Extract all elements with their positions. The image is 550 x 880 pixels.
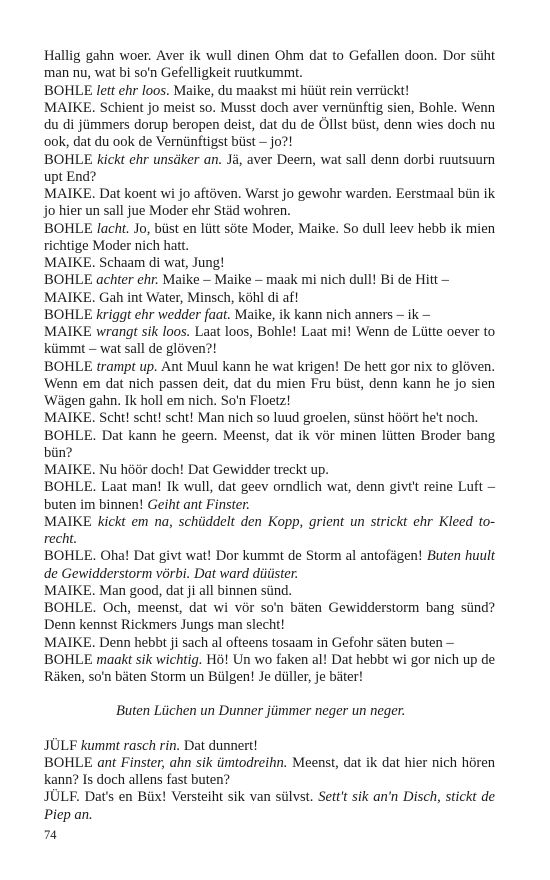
dialogue-text: MAIKE. Gah int Water, Minsch, köhl di af! <box>44 289 299 306</box>
dialogue-paragraph <box>44 290 495 307</box>
stage-direction: Buten Lüchen un Dunner jümmer neger un neger. <box>116 703 406 720</box>
stage-direction-inline: kriggt ehr wedder faat. <box>96 306 231 323</box>
dialogue-text: JÜLF. Dat's en Büx! Versteiht sik van sülvst. <box>44 789 319 806</box>
dialogue-text: Dat dunnert! <box>180 737 259 754</box>
dialogue-paragraph <box>44 428 495 463</box>
stage-direction-inline: kummt rasch rin. <box>80 737 181 754</box>
stage-direction-inline: maakt sik wichtig. <box>96 651 203 668</box>
dialogue-paragraph <box>44 652 495 687</box>
dialogue-text: Hö! Un wo faken al! Dat hebbt wi gor nich up de Räken, so'n bäten Storm un Bülgen! Je düller, je bäter! <box>44 651 495 685</box>
dialogue-text: . Maike, du maakst mi hüüt rein verrückt! <box>166 82 410 99</box>
dialogue-paragraph <box>44 221 495 256</box>
dialogue-text: MAIKE. Nu höör doch! Dat Gewidder treckt up. <box>44 462 329 478</box>
dialogue-paragraph <box>44 548 495 583</box>
dialogue-text: Ant Muul kann he wat krigen! De hett gor nix to glöven. Wenn em dat nich passen deit, dat du mien Fru büst, denn kann he jo sien Wägen gahn. Ik holl em nich. So'n Floetz! <box>44 358 495 409</box>
dialogue-text: Meenst, dat ik dat hier nich hören kann? Is doch allens fast buten? <box>44 754 495 788</box>
dialogue-block-before <box>44 48 495 686</box>
dialogue-text: Maike – Maike – maak mi nich dull! Bi de Hitt – <box>158 272 449 289</box>
dialogue-text: MAIKE. Schient jo meist so. Musst doch aver vernünftig sien, Bohle. Wenn du di jümmers dorup beropen deist, dat du de Öllst büst, denn wies doch nu ook, dat du ook de Vernünftigst büst – jo?! <box>44 99 495 151</box>
dialogue-paragraph <box>44 186 495 221</box>
dialogue-text: BOHLE. Och, meenst, dat wi vör so'n bäten Gewidderstorm bang sünd? Denn kennst Rickmers Jungs man slecht! <box>44 600 495 634</box>
dialogue-paragraph <box>44 514 495 549</box>
dialogue-text: MAIKE. Schaam di wat, Jung! <box>44 255 225 271</box>
dialogue-text: BOHLE <box>44 754 98 771</box>
dialogue-text: BOHLE <box>44 220 97 237</box>
dialogue-text: Jo, büst en lütt söte Moder, Maike. So dull leev hebb ik mien richtige Moder nich hatt. <box>44 220 495 254</box>
dialogue-paragraph <box>44 600 495 635</box>
dialogue-text: Laat loos, Bohle! Laat mi! Wenn de Lütte oever to kümmt – wat sall de glöven?! <box>44 324 495 358</box>
dialogue-text: BOHLE <box>44 151 98 168</box>
dialogue-paragraph <box>44 272 495 289</box>
dialogue-paragraph <box>44 152 495 187</box>
page-number: 74 <box>44 828 57 842</box>
dialogue-text: BOHLE. Laat man! Ik wull, dat geev orndlich wat, denn givt't reine Luft – buten im binnen! <box>44 479 495 513</box>
stage-direction-inline: lacht. <box>96 220 130 237</box>
page-body <box>44 48 495 824</box>
dialogue-text: MAIKE. Dat koent wi jo aftöven. Warst jo gewohr warden. Eerstmaal bün ik jo hier un sall jue Moder ehr Städ wohren. <box>44 186 495 220</box>
dialogue-paragraph <box>44 583 495 600</box>
dialogue-paragraph <box>44 255 495 272</box>
dialogue-text: MAIKE. Scht! scht! scht! Man nich so luud groelen, sünst höört he't noch. <box>44 410 479 427</box>
dialogue-block-after <box>44 738 495 824</box>
dialogue-paragraph <box>44 789 495 824</box>
stage-direction-inline: Geiht ant Finster. <box>147 496 250 513</box>
stage-direction-inline: lett ehr loos <box>96 82 167 99</box>
dialogue-paragraph <box>44 359 495 411</box>
dialogue-paragraph <box>44 83 495 100</box>
stage-direction-inline: wrangt sik loos. <box>96 324 191 340</box>
dialogue-paragraph <box>44 48 495 83</box>
stage-direction-inline: achter ehr. <box>96 272 159 289</box>
stage-direction-inline: ant Finster, ahn sik ümtodreihn. <box>97 754 288 771</box>
dialogue-text: BOHLE. Dat kann he geern. Meenst, dat ik vör minen lütten Broder bang bün? <box>44 427 495 461</box>
dialogue-paragraph <box>44 307 495 324</box>
dialogue-paragraph <box>44 462 495 479</box>
dialogue-text: BOHLE <box>44 358 97 375</box>
stage-direction-inline: kickt ehr unsäker an. <box>97 151 223 168</box>
dialogue-text: BOHLE <box>44 306 97 323</box>
dialogue-paragraph <box>44 100 495 152</box>
dialogue-text: JÜLF <box>44 737 81 754</box>
dialogue-paragraph <box>44 479 495 514</box>
stage-direction-inline: trampt up. <box>96 358 158 375</box>
dialogue-text: MAIKE. Man good, dat ji all binnen sünd. <box>44 582 293 599</box>
dialogue-paragraph <box>44 635 495 652</box>
dialogue-text: MAIKE <box>44 513 98 530</box>
dialogue-text: Jä, aver Deern, wat sall denn dorbi ruutsuurn upt End? <box>44 151 495 185</box>
dialogue-text: BOHLE <box>44 651 97 668</box>
dialogue-text: MAIKE. Denn hebbt ji sach al ofteens tosaam in Gefohr säten buten – <box>44 634 454 651</box>
dialogue-text: BOHLE <box>44 272 97 289</box>
stage-direction-inline: Sett't sik an'n Disch, stickt de Piep an. <box>44 789 495 823</box>
dialogue-paragraph <box>44 324 495 359</box>
dialogue-text: BOHLE. Oha! Dat givt wat! Dor kummt de Storm al antofägen! <box>44 548 427 565</box>
stage-direction-inline: kickt em na, schüddelt den Kopp, grient un strickt ehr Kleed to-recht. <box>44 513 496 547</box>
dialogue-text: Maike, ik kann nich anners – ik – <box>230 306 430 323</box>
stage-direction-inline: Buten huult de Gewidderstorm vörbi. Dat ward düüster. <box>44 548 495 582</box>
dialogue-paragraph <box>44 738 495 755</box>
dialogue-text: MAIKE <box>44 324 97 340</box>
dialogue-paragraph <box>44 410 495 427</box>
dialogue-text: Hallig gahn woer. Aver ik wull dinen Ohm dat to Gefallen doon. Dor süht man nu, wat bi so'n Gefelligkeit ruutkummt. <box>44 48 495 82</box>
dialogue-paragraph <box>44 755 495 790</box>
dialogue-text: BOHLE <box>44 82 97 99</box>
